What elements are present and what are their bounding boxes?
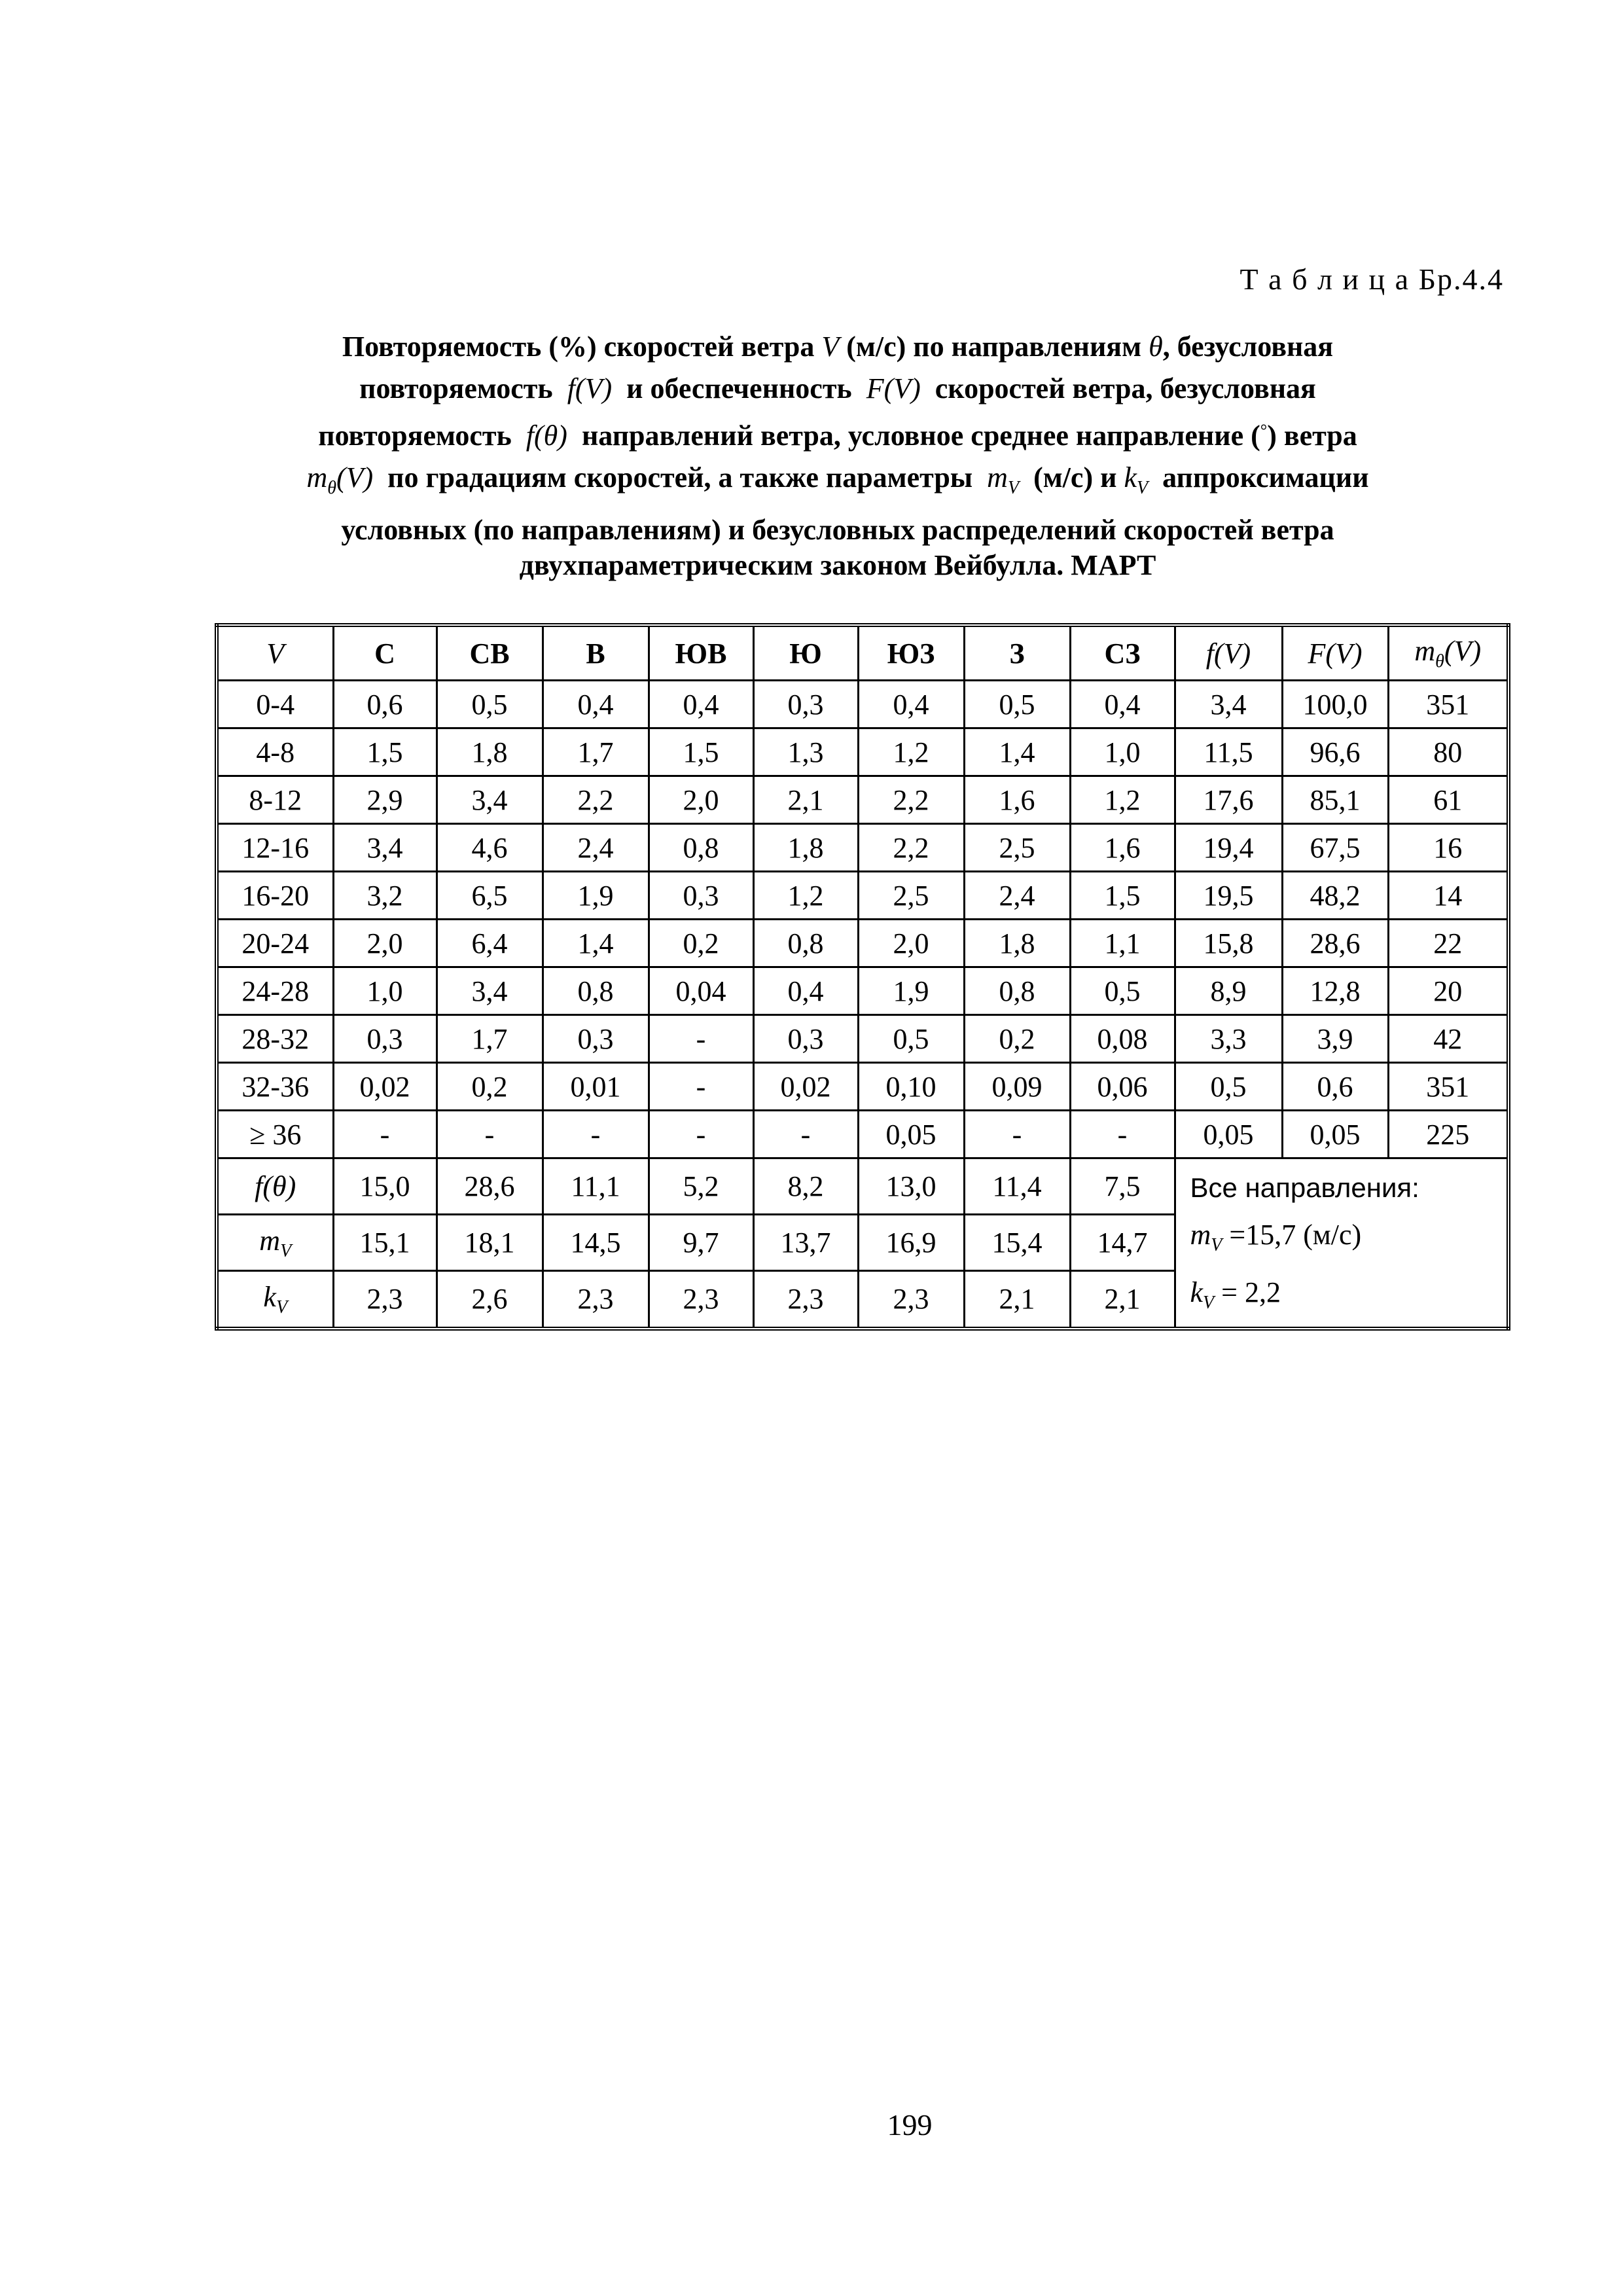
caption-text: и обеспеченность [626, 372, 852, 404]
table-cell: 6,5 [437, 872, 543, 920]
header-m-theta: $m_\theta(V)$ [1388, 625, 1508, 681]
table-cell: 0,4 [649, 681, 753, 728]
table-cell: 3,4 [333, 824, 437, 872]
summary-kV: $k_V = 2,2$ [1190, 1276, 1281, 1313]
table-cell: 1,2 [858, 728, 964, 776]
speed-range-cell: 28-32 [217, 1015, 333, 1063]
header-direction: Ю [753, 625, 858, 681]
table-cell: 0,04 [649, 967, 753, 1015]
table-cell: 16,9 [858, 1215, 964, 1271]
table-cell: 0,05 [858, 1111, 964, 1158]
caption-text: повторяемость [359, 372, 553, 404]
mean-direction-cell: 14 [1388, 872, 1508, 920]
table-cell: 2,1 [964, 1271, 1070, 1329]
table-cell: 5,2 [649, 1158, 753, 1215]
table-cell: 0,3 [753, 681, 858, 728]
caption-math: θ [1149, 331, 1163, 363]
fV-cell: 0,05 [1175, 1111, 1282, 1158]
fV-cell: 3,4 [1175, 681, 1282, 728]
table-label: Т а б л и ц а Бр.4.4 [1240, 262, 1504, 296]
table-row [217, 681, 1508, 728]
speed-range-cell: 8-12 [217, 776, 333, 824]
table-cell: 2,2 [858, 824, 964, 872]
header-fV: f(V) [1175, 625, 1282, 681]
FV-cell: 67,5 [1282, 824, 1388, 872]
table-cell: 0,5 [1070, 967, 1175, 1015]
table-cell: 6,4 [437, 920, 543, 967]
caption-text: Повторяемость (%) скоростей ветра [342, 331, 815, 363]
caption-text: (м/с) и [1033, 461, 1117, 493]
table-cell: 8,2 [753, 1158, 858, 1215]
table-cell: 0,8 [649, 824, 753, 872]
table-cell: 15,4 [964, 1215, 1070, 1271]
table-cell: 1,5 [649, 728, 753, 776]
speed-range-cell: 32-36 [217, 1063, 333, 1111]
table-cell: 1,3 [753, 728, 858, 776]
table-cell: 4,6 [437, 824, 543, 872]
header-direction: ЮВ [649, 625, 753, 681]
caption-math: $k_V$ [1124, 461, 1149, 498]
table-row [217, 920, 1508, 967]
table-cell: 2,6 [437, 1271, 543, 1329]
fV-cell: 0,5 [1175, 1063, 1282, 1111]
mean-direction-cell: 22 [1388, 920, 1508, 967]
table-cell: 15,1 [333, 1215, 437, 1271]
mean-direction-cell: 351 [1388, 1063, 1508, 1111]
row-label: $k_V$ [217, 1271, 333, 1329]
degree-symbol: ° [1260, 421, 1268, 440]
table-cell: 9,7 [649, 1215, 753, 1271]
table-cell: - [649, 1015, 753, 1063]
table-cell: 1,4 [543, 920, 649, 967]
summary-title: Все направления: [1190, 1172, 1419, 1203]
table-cell: - [1070, 1111, 1175, 1158]
table-cell: 28,6 [437, 1158, 543, 1215]
caption-text: (м/с) по направлениям [846, 331, 1142, 363]
table-cell: 0,5 [437, 681, 543, 728]
table-cell: 0,2 [964, 1015, 1070, 1063]
f-theta-row [217, 1158, 1508, 1215]
table-cell: 2,2 [543, 776, 649, 824]
table-row [217, 1015, 1508, 1063]
table-cell: 2,2 [858, 776, 964, 824]
mean-direction-cell: 80 [1388, 728, 1508, 776]
FV-cell: 100,0 [1282, 681, 1388, 728]
table-row [217, 967, 1508, 1015]
speed-range-cell: 12-16 [217, 824, 333, 872]
table-cell: 1,4 [964, 728, 1070, 776]
table-cell: 1,8 [437, 728, 543, 776]
FV-cell: 0,6 [1282, 1063, 1388, 1111]
table-cell: 13,7 [753, 1215, 858, 1271]
header-direction: С [333, 625, 437, 681]
table-cell: 14,5 [543, 1215, 649, 1271]
header-FV: F(V) [1282, 625, 1388, 681]
table-cell: - [649, 1111, 753, 1158]
FV-cell: 85,1 [1282, 776, 1388, 824]
summary-cell [1175, 1158, 1508, 1329]
mean-direction-cell: 351 [1388, 681, 1508, 728]
caption-text: по градациям скоростей, а также параметры [387, 461, 973, 493]
speed-range-cell: 16-20 [217, 872, 333, 920]
table-cell: 2,0 [333, 920, 437, 967]
caption-math: V [821, 331, 840, 363]
table-cell: 0,01 [543, 1063, 649, 1111]
table-cell: - [649, 1063, 753, 1111]
row-label: f(θ) [217, 1158, 333, 1215]
table-cell: 0,02 [753, 1063, 858, 1111]
table-cell: 1,2 [1070, 776, 1175, 824]
table-cell: 1,1 [1070, 920, 1175, 967]
header-direction: В [543, 625, 649, 681]
summary-mV: $m_V =15,7$ (м/с) [1190, 1219, 1362, 1255]
table-cell: 2,0 [649, 776, 753, 824]
table-cell: 0,3 [333, 1015, 437, 1063]
table-row [217, 728, 1508, 776]
header-v: V [217, 625, 333, 681]
table-cell: 2,5 [858, 872, 964, 920]
table-row [217, 1111, 1508, 1158]
table-cell: - [753, 1111, 858, 1158]
table-cell: 1,6 [964, 776, 1070, 824]
table-cell: 7,5 [1070, 1158, 1175, 1215]
table-cell: 0,4 [858, 681, 964, 728]
caption-math: $m_V$ [987, 461, 1020, 498]
fV-cell: 3,3 [1175, 1015, 1282, 1063]
table-cell: 1,8 [964, 920, 1070, 967]
table-cell: - [333, 1111, 437, 1158]
table-cell: 3,2 [333, 872, 437, 920]
header-direction: З [964, 625, 1070, 681]
table-cell: - [437, 1111, 543, 1158]
caption-line-6: двухпараметрическим законом Вейбулла. МАРТ [519, 548, 1156, 581]
table-body [217, 681, 1508, 1158]
fV-cell: 19,4 [1175, 824, 1282, 872]
fV-cell: 19,5 [1175, 872, 1282, 920]
caption-line-5: условных (по направлениям) и безусловных распределений скоростей ветра [341, 513, 1334, 546]
table-cell: 13,0 [858, 1158, 964, 1215]
caption-text: аппроксимации [1162, 461, 1369, 493]
table-cell: 1,2 [753, 872, 858, 920]
table-cell: 1,0 [333, 967, 437, 1015]
table-cell: 0,3 [543, 1015, 649, 1063]
FV-cell: 28,6 [1282, 920, 1388, 967]
table-cell: 2,0 [858, 920, 964, 967]
table-cell: 2,4 [543, 824, 649, 872]
fV-cell: 17,6 [1175, 776, 1282, 824]
table-cell: 0,10 [858, 1063, 964, 1111]
table-cell: 0,8 [543, 967, 649, 1015]
table-cell: 0,5 [964, 681, 1070, 728]
row-label: $m_V$ [217, 1215, 333, 1271]
table-cell: 14,7 [1070, 1215, 1175, 1271]
table-cell: 0,8 [964, 967, 1070, 1015]
mean-direction-cell: 16 [1388, 824, 1508, 872]
table-cell: 2,4 [964, 872, 1070, 920]
table-cell: 2,3 [333, 1271, 437, 1329]
table-cell: 2,5 [964, 824, 1070, 872]
speed-range-cell: 0-4 [217, 681, 333, 728]
table-cell: 0,4 [753, 967, 858, 1015]
table-cell: 0,8 [753, 920, 858, 967]
header-direction: ЮЗ [858, 625, 964, 681]
caption-text: повторяемость [318, 420, 512, 452]
table-cell: 2,1 [753, 776, 858, 824]
table-cell: 1,6 [1070, 824, 1175, 872]
FV-cell: 48,2 [1282, 872, 1388, 920]
caption-line-4 [223, 457, 1453, 509]
table-caption [223, 326, 1453, 580]
table-cell: 2,3 [858, 1271, 964, 1329]
table-cell: 1,9 [543, 872, 649, 920]
table-row [217, 1063, 1508, 1111]
speed-range-cell: ≥ 36 [217, 1111, 333, 1158]
header-direction: СВ [437, 625, 543, 681]
FV-cell: 96,6 [1282, 728, 1388, 776]
caption-text: , безусловная [1162, 331, 1334, 363]
table-row [217, 776, 1508, 824]
caption-line-2 [223, 368, 1453, 410]
caption-text: скоростей ветра, безусловная [935, 372, 1316, 404]
caption-math: F(V) [866, 372, 921, 404]
table-cell: 11,4 [964, 1158, 1070, 1215]
table-cell: 1,5 [333, 728, 437, 776]
table-cell: 0,2 [437, 1063, 543, 1111]
table-cell: 1,8 [753, 824, 858, 872]
table-cell: 0,02 [333, 1063, 437, 1111]
table-cell: 0,08 [1070, 1015, 1175, 1063]
table-cell: 1,5 [1070, 872, 1175, 920]
speed-range-cell: 4-8 [217, 728, 333, 776]
table-cell: 1,7 [437, 1015, 543, 1063]
table-cell: 1,0 [1070, 728, 1175, 776]
header-row [217, 625, 1508, 681]
caption-line-1 [223, 326, 1453, 368]
caption-text: ) ветра [1267, 420, 1357, 452]
wind-data-table [215, 623, 1510, 1331]
table-cell: 2,3 [649, 1271, 753, 1329]
mean-direction-cell: 20 [1388, 967, 1508, 1015]
table-cell: 2,9 [333, 776, 437, 824]
table-cell: - [964, 1111, 1070, 1158]
FV-cell: 0,05 [1282, 1111, 1388, 1158]
fV-cell: 11,5 [1175, 728, 1282, 776]
table-cell: 0,06 [1070, 1063, 1175, 1111]
mean-direction-cell: 42 [1388, 1015, 1508, 1063]
table-cell: 1,9 [858, 967, 964, 1015]
table-cell: 2,1 [1070, 1271, 1175, 1329]
table-cell: 15,0 [333, 1158, 437, 1215]
table-cell: 3,4 [437, 776, 543, 824]
fV-cell: 15,8 [1175, 920, 1282, 967]
caption-math: $m_\theta(V)$ [306, 461, 374, 498]
table-cell: 0,2 [649, 920, 753, 967]
header-direction: СЗ [1070, 625, 1175, 681]
page-number: 199 [887, 2108, 933, 2142]
table-cell: 0,09 [964, 1063, 1070, 1111]
speed-range-cell: 20-24 [217, 920, 333, 967]
table-cell: 3,4 [437, 967, 543, 1015]
caption-math: f(V) [567, 372, 613, 404]
mean-direction-cell: 61 [1388, 776, 1508, 824]
table-cell: 0,3 [649, 872, 753, 920]
table-cell: 0,4 [543, 681, 649, 728]
table-row [217, 824, 1508, 872]
FV-cell: 12,8 [1282, 967, 1388, 1015]
table-cell: 2,3 [543, 1271, 649, 1329]
FV-cell: 3,9 [1282, 1015, 1388, 1063]
table-cell: 11,1 [543, 1158, 649, 1215]
parameter-rows [217, 1158, 1508, 1329]
table-cell: 1,7 [543, 728, 649, 776]
table-row [217, 872, 1508, 920]
mean-direction-cell: 225 [1388, 1111, 1508, 1158]
caption-text: направлений ветра, условное среднее направление ( [581, 420, 1260, 452]
fV-cell: 8,9 [1175, 967, 1282, 1015]
caption-line-3 [223, 410, 1453, 457]
table-cell: 0,6 [333, 681, 437, 728]
table-cell: 0,3 [753, 1015, 858, 1063]
table-cell: - [543, 1111, 649, 1158]
table-cell: 0,5 [858, 1015, 964, 1063]
table-cell: 18,1 [437, 1215, 543, 1271]
table-cell: 0,4 [1070, 681, 1175, 728]
speed-range-cell: 24-28 [217, 967, 333, 1015]
caption-math: f(θ) [526, 420, 567, 452]
table-cell: 2,3 [753, 1271, 858, 1329]
